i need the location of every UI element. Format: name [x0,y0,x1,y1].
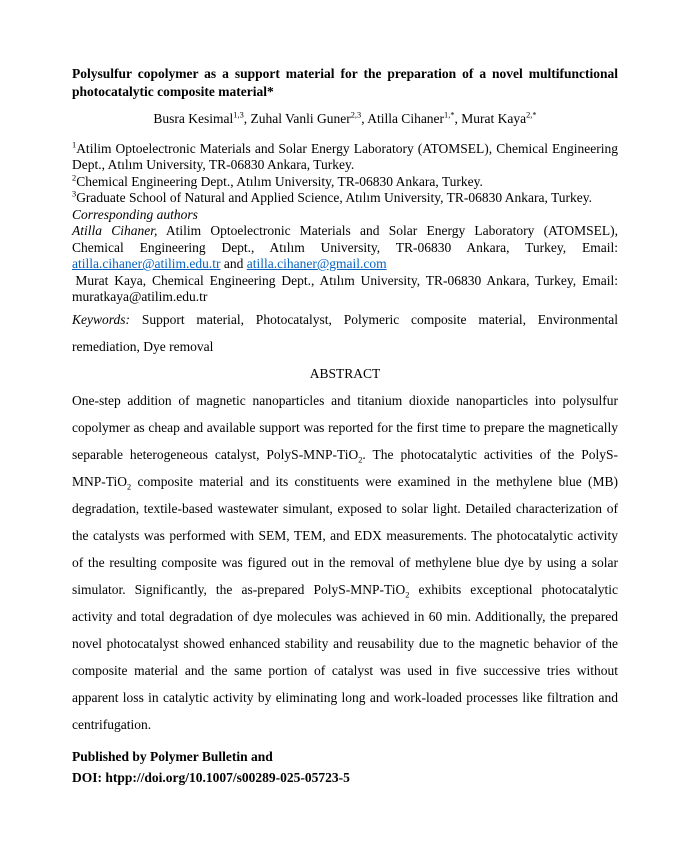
corresponding-author-kaya [72,273,618,306]
subscript-text: 2 [405,590,410,600]
text-segment: , Zuhal Vanli Guner [243,110,351,126]
corresponding-authors-label [72,207,618,223]
text-segment: Keywords: [72,311,130,327]
superscript-marker: 2,3 [350,110,362,120]
text-segment: , Murat Kaya [454,110,527,126]
affiliation-1 [72,141,618,174]
text-segment: Graduate School of Natural and Applied Science, Atılım University, TR-06830 Ankara, Turkey. [76,190,592,206]
superscript-marker: 1,3 [233,110,244,120]
corresponding-author-cihaner [72,223,618,272]
superscript-marker: 1,* [444,110,455,120]
text-segment: . The photocatalytic activities of the PolyS-MNP-TiO [72,446,618,489]
authors-line [72,110,618,128]
text-segment: and [220,256,247,272]
text-segment: Support material, Photocatalyst, Polymeric composite material, Environmental remediation, Dye removal [72,311,618,354]
text-segment: , Atilla Cihaner [361,110,445,126]
text-segment: Atilla Cihaner, [72,223,158,239]
keywords-line [72,306,618,360]
affiliation-2 [72,174,618,190]
paper-title: Polysulfur copolymer as a support material for the preparation of a novel multifunctional photocatalytic composite material* [72,66,618,99]
subscript-text: 2 [127,482,132,492]
abstract-body [72,387,618,738]
published-by-line: Published by Polymer Bulletin and [72,748,273,764]
doi-line: DOI: htpp://doi.org/10.1007/s00289-025-05723-5 [72,770,350,786]
text-segment: Corresponding authors [72,206,198,222]
subscript-text: 2 [358,455,363,465]
text-segment: Busra Kesimal [153,110,234,126]
superscript-marker: 2 [72,173,77,183]
email-link[interactable]: atilla.cihaner@gmail.com [246,256,387,272]
text-segment: Atilim Optoelectronic Materials and Solar Energy Laboratory (ATOMSEL), Chemical Engineering Dept., Atılım University, TR-06830 Ankara, Turkey. [72,140,618,173]
text-segment: One-step addition of magnetic nanoparticles and titanium dioxide nanoparticles into polysulfur copolymer as cheap and available support was reported for the first time to prepare the magnetically separable heterogeneous catalyst, PolyS-MNP-TiO [72,392,618,462]
superscript-marker: 1 [72,140,77,150]
publication-footer [72,746,618,789]
affiliation-3 [72,190,618,206]
affiliations-block [72,141,618,306]
text-segment: Chemical Engineering Dept., Atılım University, TR-06830 Ankara, Turkey. [76,173,483,189]
email-link[interactable]: atilla.cihaner@atilim.edu.tr [72,256,221,272]
superscript-marker: 2,* [526,110,537,120]
text-segment: composite material and its constituents were examined in the methylene blue (MB) degradation, textile-based wastewater simulant, exposed to solar light. Detailed characterization of the catalysts was performed with SEM, TEM, and EDX measurements. The photocatalytic activity of the resulting composite was figured out in the removal of methylene blue dye by using a solar simulator. Significantly, the as-prepared PolyS-MNP-TiO [72,473,618,597]
text-segment: Murat Kaya, Chemical Engineering Dept., Atılım University, TR-06830 Ankara, Turkey, Email: muratkaya@atilim.edu.tr [72,272,618,305]
text-segment: Atilim Optoelectronic Materials and Solar Energy Laboratory (ATOMSEL), Chemical Engineering Dept., Atılım University, TR-06830 Ankara, Turkey, Email: [72,223,619,255]
superscript-marker: 3 [72,189,77,199]
abstract-heading: ABSTRACT [309,365,381,381]
text-segment: exhibits exceptional photocatalytic activity and total degradation of dye molecules was achieved in 60 min. Additionally, the prepared novel photocatalyst showed enhanced stability and reusability due to the magnetic behavior of the composite material and the same portion of catalyst was used in five successive tries without apparent loss in catalytic activity by eliminating long and work-loaded processes like filtration and centrifugation. [72,581,618,732]
